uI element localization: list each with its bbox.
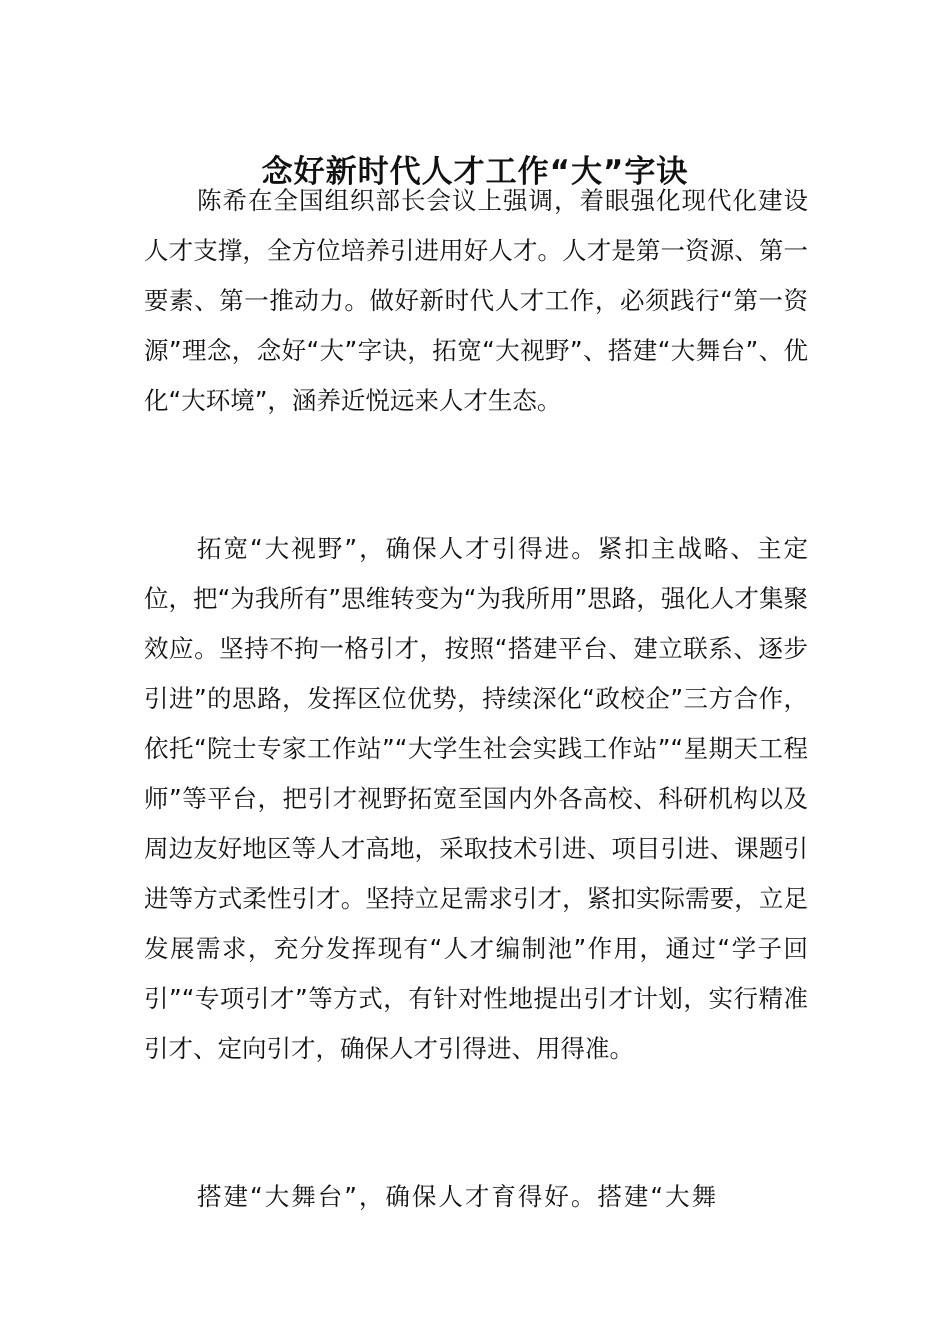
document-title: 念好新时代人才工作“大”字诀 [261, 153, 689, 190]
paragraph-intro: 陈希在全国组织部长会议上强调，着眼强化现代化建设人才支撑，全方位培养引进用好人才。人才是第一资源、第一要素、第一推动力。做好新时代人才工作，必须践行“第一资源”理念，念好“大”字诀，拓宽“大视野”、搭建“大舞台”、优化“大环境”，涵养近悦远来人才生态。 [144, 186, 808, 415]
paragraph-build-stage: 搭建“大舞台”，确保人才育得好。搭建“大舞 [197, 1182, 719, 1211]
paragraph-broaden-vision: 拓宽“大视野”，确保人才引得进。紧扣主战略、主定位，把“为我所有”思维转变为“为我所用”思路，强化人才集聚效应。坚持不拘一格引才，按照“搭建平台、建立联系、逐步引进”的思路，发挥区位优势，持续深化“政校企”三方合作，依托“院士专家工作站”“大学生社会实践工作站”“星期天工程师”等平台，把引才视野拓宽至国内外各高校、科研机构以及周边友好地区等人才高地，采取技术引进、项目引进、课题引进等方式柔性引才。坚持立足需求引才，紧扣实际需要，立足发展需求，充分发挥现有“人才编制池”作用，通过“学子回引”“专项引才”等方式，有针对性地提出引才计划，实行精准引才、定向引才，确保人才引得进、用得准。 [144, 534, 808, 1063]
